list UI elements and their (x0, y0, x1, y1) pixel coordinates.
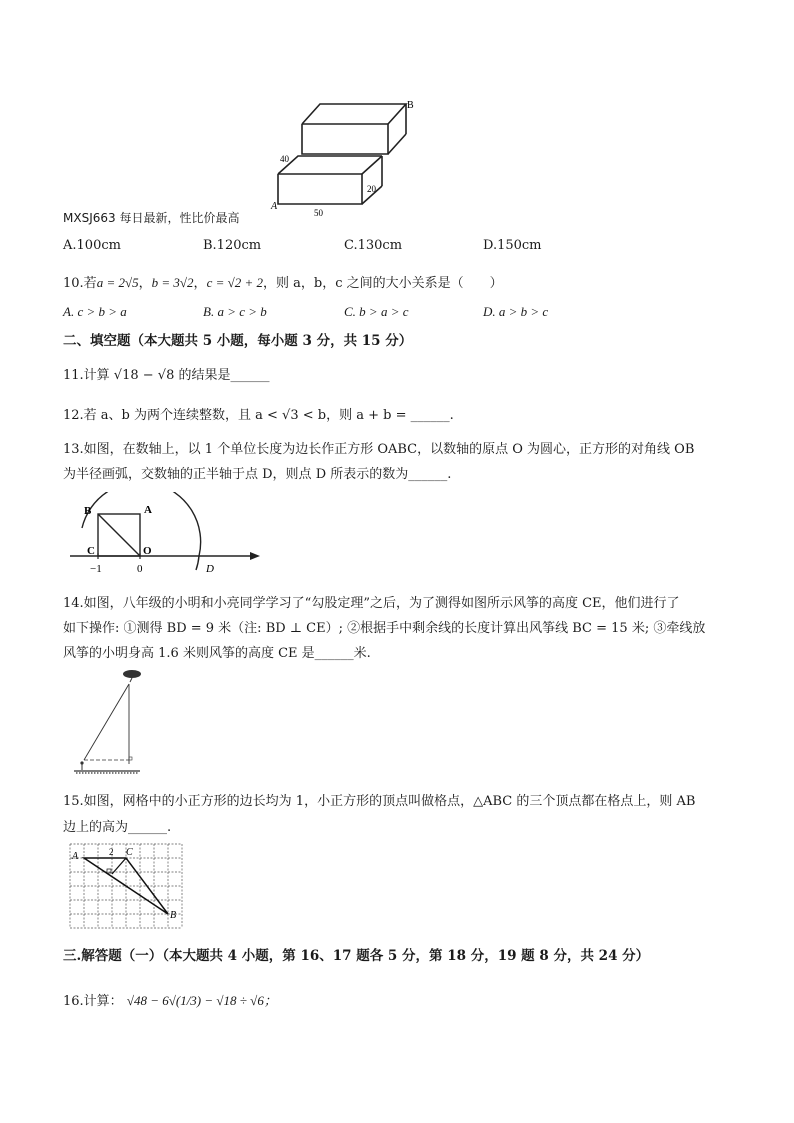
label-o: O (143, 545, 152, 557)
number-line-figure (66, 492, 266, 578)
q16-expression: √48 − 6√(1/3) − √18 ÷ √6； (126, 993, 277, 1008)
label-neg1: −1 (90, 563, 102, 575)
label-two: 2 (109, 847, 114, 857)
q9-option-c: C.130cm (344, 238, 403, 253)
q15-line2: 边上的高为______. (63, 820, 172, 835)
q10-b-def: b = 3√2 (151, 275, 194, 290)
q10-prefix: 10.若 (63, 276, 97, 291)
q10-c-def: c = √2 + 2 (206, 275, 264, 290)
label-a: A (271, 201, 278, 212)
q12-text: 12.若 a、b 为两个连续整数，且 a < √3 < b，则 a + b = ______. (63, 408, 454, 423)
q10-option-d: D. a > b > c (483, 304, 549, 319)
q15-line1: 15.如图，网格中的小正方形的边长均为 1，小正方形的顶点叫做格点，△ABC 的三个顶点都在格点上，则 AB (63, 794, 696, 809)
label-a: A (72, 851, 79, 862)
label-b: B (407, 100, 414, 111)
label-c: C (126, 847, 133, 858)
label-20: 20 (367, 184, 376, 194)
label-a: A (144, 504, 152, 516)
q13-line2: 为半径画弧，交数轴的正半轴于点 D，则点 D 所表示的数为______. (63, 467, 452, 482)
label-b: B (84, 505, 92, 517)
q14-line3: 风筝的小明身高 1.6 米则风筝的高度 CE 是______米. (63, 646, 371, 661)
label-d: D (206, 563, 214, 575)
stairs-figure (270, 96, 420, 218)
q11-text: 11.计算 √18 − √8 的结果是______ (63, 368, 270, 383)
q10-stem: 10.若a = 2√5，b = 3√2，c = √2 + 2，则 a，b，c 之间的大小关系是（ ） (63, 275, 503, 291)
q10-a-def: a = 2√5 (96, 275, 139, 290)
q10-option-c: C. b > a > c (344, 304, 409, 319)
q9-option-d: D.150cm (483, 238, 542, 253)
q10-option-a: A. c > b > a (63, 304, 127, 319)
label-zero: 0 (137, 563, 143, 575)
label-b: B (170, 910, 177, 921)
q10-suffix: ，则 a，b，c 之间的大小关系是（ ） (263, 276, 503, 291)
grid-figure (66, 842, 184, 934)
q9-option-a: A.100cm (63, 238, 121, 253)
source-line: MXSJ663 每日最新，性比价最高 (63, 211, 240, 225)
label-40: 40 (280, 154, 289, 164)
q16-text (63, 990, 277, 1009)
q10-option-b: B. a > c > b (203, 304, 267, 319)
kite-figure (70, 664, 150, 780)
q16-prefix: 16.计算： (63, 994, 123, 1009)
q14-line2: 如下操作: ①测得 BD = 9 米（注: BD ⊥ CE）; ②根据手中剩余线的长度计算出风筝线 BC = 15 米; ③牵线放 (63, 621, 706, 636)
label-50: 50 (314, 208, 323, 218)
q13-line1: 13.如图，在数轴上，以 1 个单位长度为边长作正方形 OABC，以数轴的原点 O 为圆心，正方形的对角线 OB (63, 442, 695, 457)
q9-option-b: B.120cm (203, 238, 262, 253)
q14-line1: 14.如图，八年级的小明和小亮同学学习了“勾股定理”之后，为了测得如图所示风筝的高度 CE，他们进行了 (63, 596, 680, 611)
section2-heading: 二、填空题（本大题共 5 小题，每小题 3 分，共 15 分） (63, 333, 413, 349)
label-c: C (87, 545, 95, 557)
section3-heading: 三.解答题（一）（本大题共 4 小题，第 16、17 题各 5 分，第 18 分，19 题 8 分，共 24 分） (63, 948, 650, 964)
